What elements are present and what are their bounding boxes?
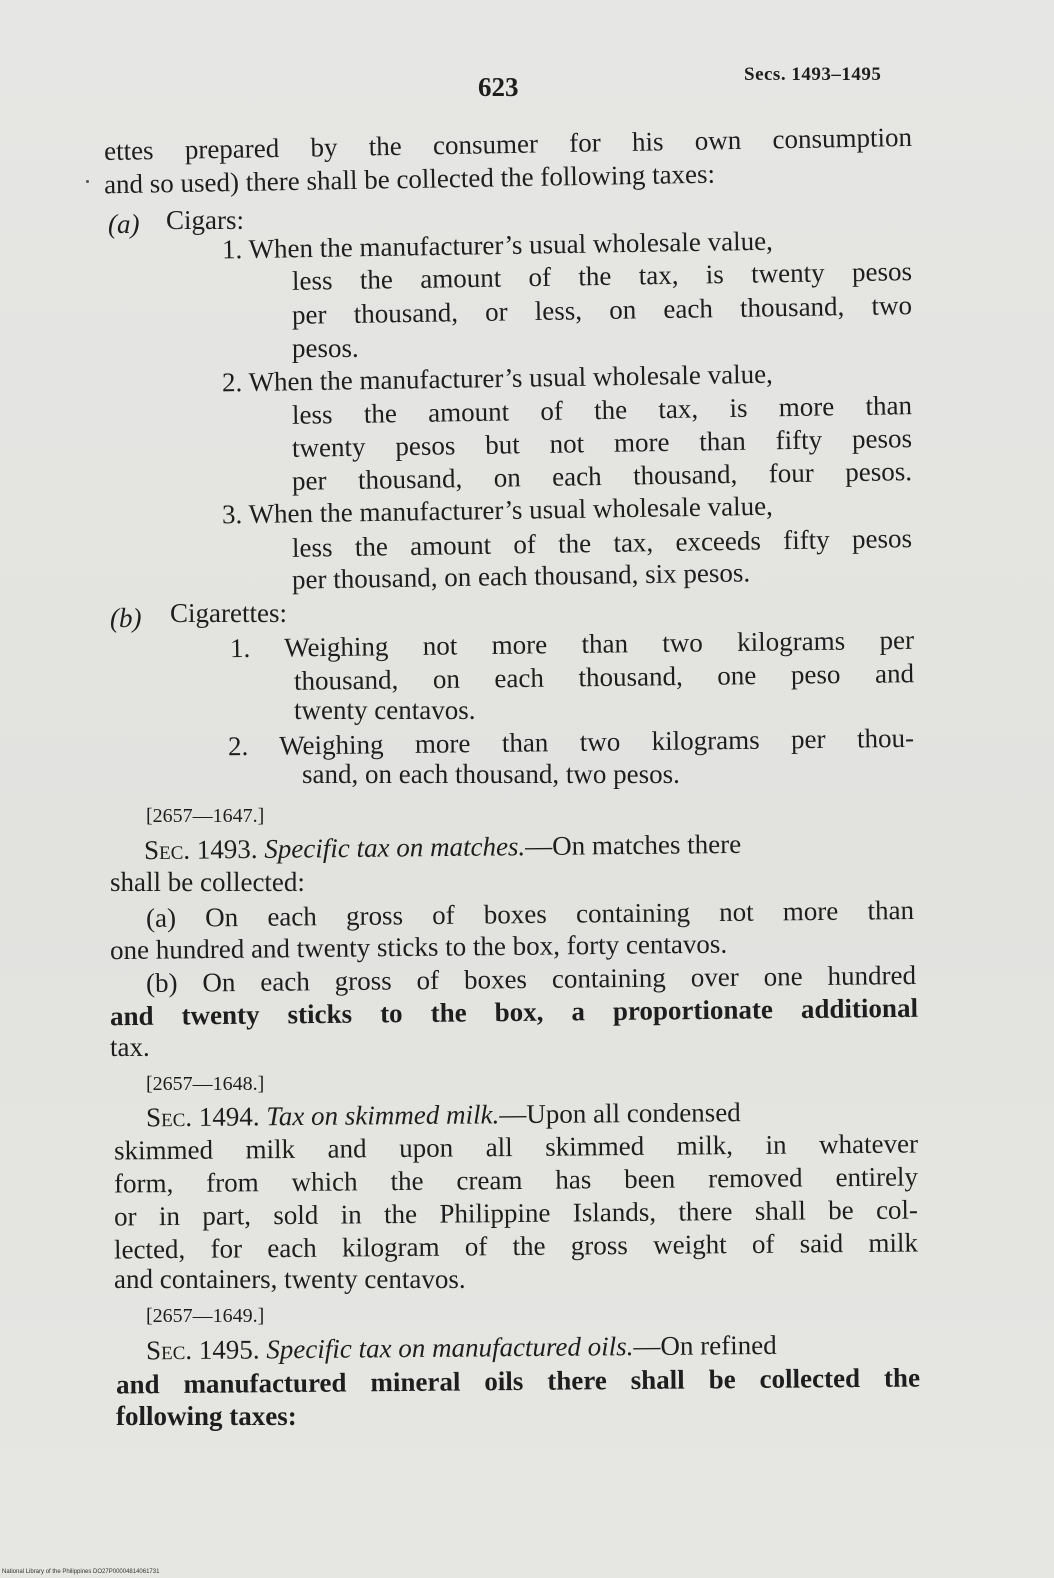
list-item-line: less the amount of the tax, is more than: [291, 390, 913, 430]
list-item-line: 1. When the manufacturer’s usual wholesale value,: [221, 225, 774, 265]
section-number: Sec. 1495.: [145, 1334, 260, 1366]
section-heading-line: [146, 1328, 920, 1367]
section-number: Sec. 1494.: [145, 1101, 260, 1133]
clause-label-a: (a): [108, 209, 140, 239]
section-citation: [2657—1647.]: [146, 805, 265, 827]
list-item-line: per thousand, on each thousand, six pesos.: [291, 557, 751, 595]
scan-footer: National Library of the Philippines DO27P00004814061731: [2, 1569, 160, 1575]
text-line: (b) On each gross of boxes containing over one hundred: [145, 959, 917, 999]
text-line: tax.: [110, 1032, 150, 1062]
list-item-line: pesos.: [292, 333, 359, 363]
list-item-line: per thousand, or less, on each thousand, two: [291, 290, 913, 330]
list-item-line: 3. When the manufacturer’s usual wholesale value,: [221, 490, 774, 530]
section-text: —Upon all condensed: [499, 1097, 741, 1130]
section-heading-line: [144, 828, 741, 866]
section-text: —On matches there: [525, 828, 742, 862]
page-number: 623: [478, 72, 519, 102]
clause-title-cigars: Cigars:: [166, 205, 244, 235]
section-citation: [2657—1648.]: [146, 1073, 265, 1095]
list-item-line: less the amount of the tax, exceeds fifty pesos: [291, 523, 913, 563]
text-line: ettes prepared by the consumer for his own consumption: [103, 121, 913, 167]
text-line: (a) On each gross of boxes containing not more than: [145, 894, 915, 934]
clause-label-b: (b): [110, 603, 142, 633]
text-line: or in part, sold in the Philippine Islands, there shall be col-: [113, 1194, 919, 1232]
list-item-line: 1. Weighing not more than two kilograms per: [229, 624, 915, 664]
text-line: following taxes:: [116, 1401, 297, 1431]
text-line: and twenty sticks to the box, a proportionate additional: [109, 992, 919, 1032]
section-citation: [2657—1649.]: [146, 1305, 265, 1327]
list-item-line: sand, on each thousand, two pesos.: [302, 759, 680, 789]
text-line: and so used) there shall be collected the following taxes:: [103, 158, 716, 200]
text-line: form, from which the cream has been removed entirely: [113, 1161, 919, 1199]
section-title: Specific tax on manufactured oils.: [266, 1331, 634, 1365]
list-item-line: less the amount of the tax, is twenty pesos: [291, 256, 913, 296]
section-title: Tax on skimmed milk.: [266, 1099, 500, 1132]
text-line: lected, for each kilogram of the gross weight of said milk: [113, 1227, 919, 1265]
text-line: shall be collected:: [110, 867, 305, 897]
text-line: and containers, twenty centavos.: [114, 1264, 466, 1294]
text-line: one hundred and twenty sticks to the box, forty centavos.: [109, 928, 728, 966]
list-item-line: per thousand, on each thousand, four pesos.: [291, 456, 913, 496]
list-item-line: thousand, on each thousand, one peso and: [293, 658, 915, 696]
section-title: Specific tax on matches.: [264, 831, 526, 864]
list-item-line: twenty centavos.: [294, 695, 476, 725]
scan-speck: [86, 180, 89, 183]
section-text: —On refined: [633, 1329, 777, 1362]
running-head: Secs. 1493–1495: [744, 64, 882, 85]
clause-title-cigarettes: Cigarettes:: [170, 598, 287, 628]
section-number: Sec. 1493.: [143, 833, 258, 866]
text-line: skimmed milk and upon all skimmed milk, in whatever: [113, 1128, 919, 1166]
text-line: and manufactured mineral oils there shall be collected the: [115, 1362, 921, 1400]
list-item-line: twenty pesos but not more than fifty pesos: [291, 423, 913, 463]
list-item-line: 2. When the manufacturer’s usual wholesale value,: [221, 358, 774, 398]
list-item-line: 2. Weighing more than two kilograms per thou-: [227, 722, 915, 762]
